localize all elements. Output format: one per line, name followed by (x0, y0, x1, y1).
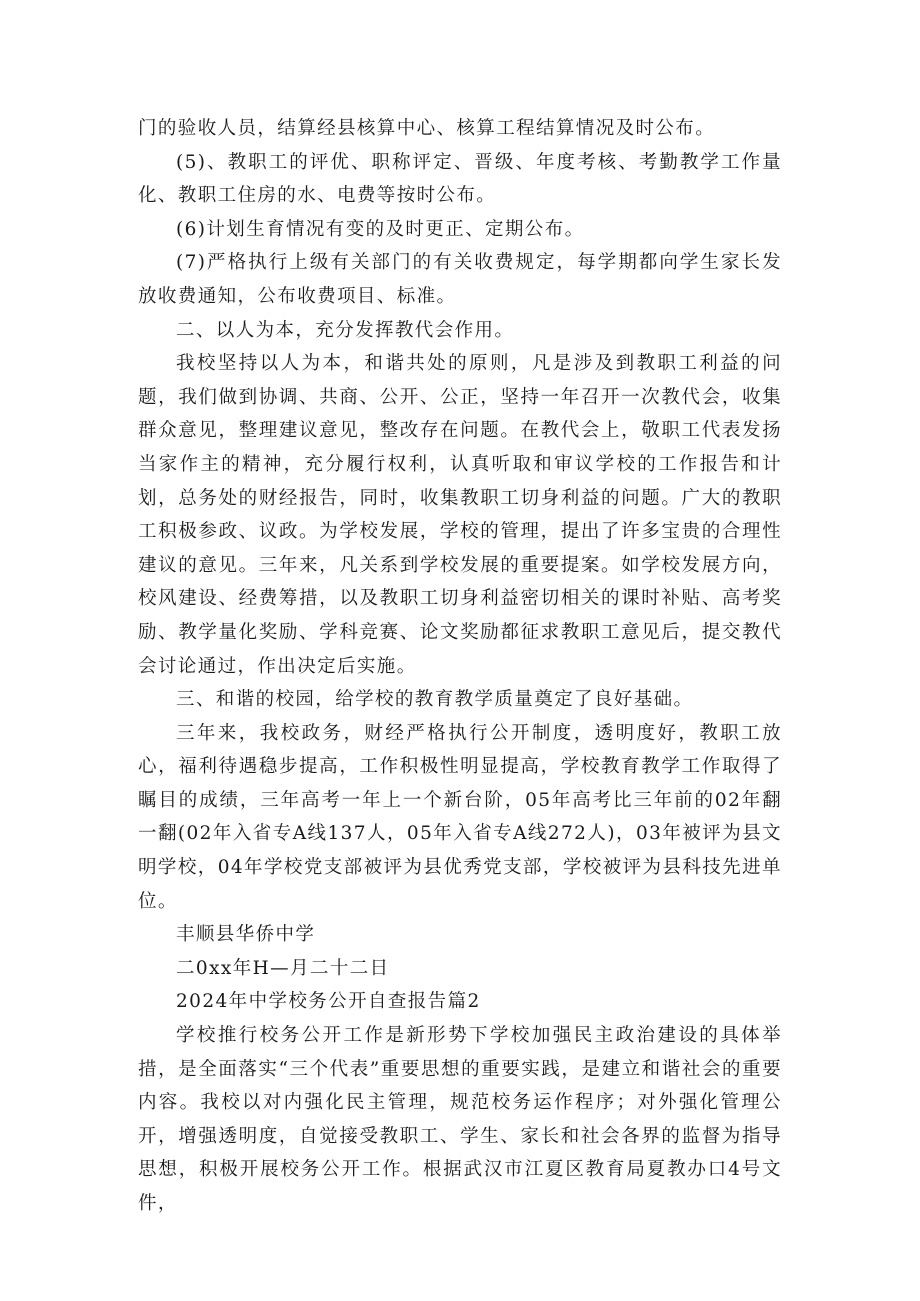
paragraph-12: 学校推行校务公开工作是新形势下学校加强民主政治建设的具体举措，是全面落实“三个代表”重要思想的重要实践，是建立和谐社会的重要内容。我校以对内强化民主管理，规范校务运作程序；对外强化管理公开，增强透明度，自觉接受教职工、学生、家长和社会各界的监督为指导思想，积极开展校务公开工作。根据武汉市江夏区教育局夏教办口4号文件， (138, 1025, 782, 1214)
document-body (138, 112, 782, 1221)
paragraph-3: (6)计划生育情况有变的及时更正、定期公布。 (176, 218, 585, 240)
section-heading-3: 三、和谐的校园，给学校的教育教学质量奠定了良好基础。 (176, 689, 694, 711)
section-heading-2: 二、以人为本，充分发挥教代会作用。 (176, 319, 515, 341)
signature-date: 二0xx年H—月二十二日 (176, 957, 390, 979)
paragraph-1: 门的验收人员，结算经县核算中心、核算工程结算情况及时公布。 (138, 118, 716, 139)
paragraph-2: (5)、教职工的评优、职称评定、晋级、年度考核、考勤教学工作量化、教职工住房的水、电费等按时公布。 (138, 151, 782, 207)
paragraph-4: (7)严格执行上级有关部门的有关收费规定，每学期都向学生家长发放收费通知，公布收费项目、标准。 (138, 252, 782, 307)
report-title: 2024年中学校务公开自查报告篇2 (176, 991, 481, 1013)
paragraph-6: 我校坚持以人为本，和谐共处的原则，凡是涉及到教职工利益的问题，我们做到协调、共商、公开、公正，坚持一年召开一次教代会，收集群众意见，整理建议意见，整改存在问题。在教代会上，敬职工代表发扬当家作主的精神，充分履行权利，认真听取和审议学校的工作报告和计划，总务处的财经报告，同时，收集教职工切身利益的问题。广大的教职工积极参政、议政。为学校发展，学校的管理，提出了许多宝贵的合理性建议的意见。三年来，凡关系到学校发展的重要提案。如学校发展方向，校风建设、经费筹措，以及教职工切身利益密切相关的课时补贴、高考奖励、教学量化奖励、学科竞赛、论文奖励都征求教职工意见后，提交教代会讨论通过，作出决定后实施。 (138, 353, 782, 677)
paragraph-8: 三年来，我校政务，财经严格执行公开制度，透明度好，教职工放心，福利待遇稳步提高，工作积极性明显提高，学校教育教学工作取得了瞩目的成绩，三年高考一年上一个新台阶，05年高考比三年前的02年翻一翻(02年入省专A线137人，05年入省专A线272人)，03年被评为县文明学校，04年学校党支部被评为县优秀党支部，学校被评为县科技先进单位。 (138, 722, 782, 912)
signature-school: 丰顺县华侨中学 (176, 924, 316, 946)
